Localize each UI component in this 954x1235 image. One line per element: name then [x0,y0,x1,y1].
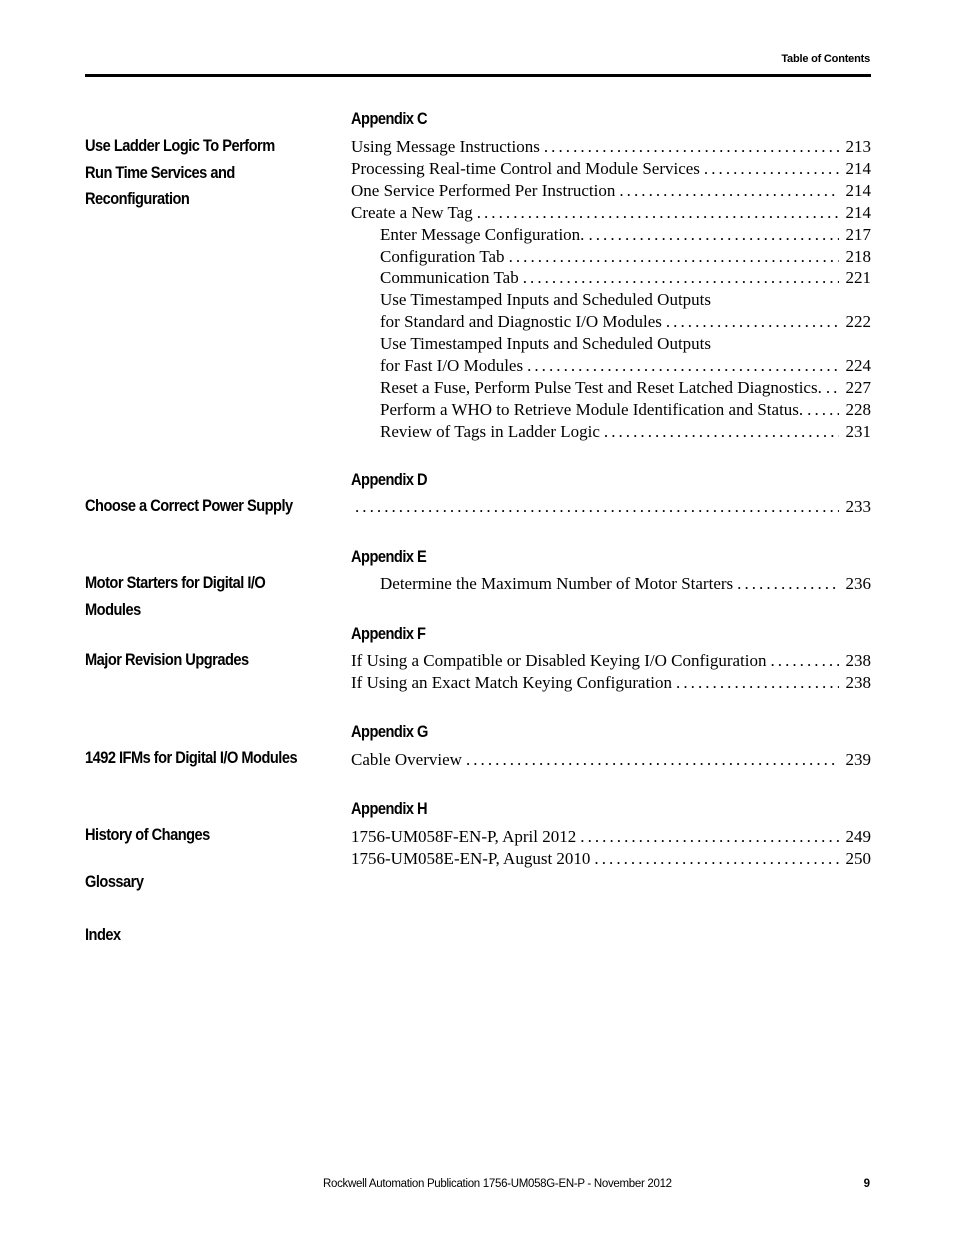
index-label: Index [85,925,121,944]
toc-entry[interactable]: Perform a WHO to Retrieve Module Identification and Status. . . . 228 [351,399,871,421]
appendix-e-title-line: Motor Starters for Digital I/O Modules [85,573,266,619]
appendix-h-title-line: History of Changes [85,825,210,844]
toc-entry[interactable]: Create a New Tag . . . 214 [351,202,871,224]
toc-entry[interactable]: 1756-UM058F-EN-P, April 2012 . . . 249 [351,826,871,848]
appendix-g-entries [351,749,871,771]
appendix-h-entries [351,826,871,870]
toc-entry[interactable]: Enter Message Configuration. . . . 217 [351,224,871,246]
toc-entry[interactable]: 1756-UM058E-EN-P, August 2010 . . . 250 [351,848,871,870]
toc-entry[interactable]: Determine the Maximum Number of Motor Starters . . . 236 [351,573,871,595]
toc-entry[interactable]: Cable Overview . . . 239 [351,749,871,771]
appendix-e-entries [351,573,871,595]
toc-entry[interactable]: Reset a Fuse, Perform Pulse Test and Reset Latched Diagnostics. . . . 227 [351,377,871,399]
appendix-d-title-line: Choose a Correct Power Supply [85,496,293,515]
page-number: 9 [863,1178,870,1190]
toc-entry[interactable]: for Standard and Diagnostic I/O Modules . . . 222 [351,311,871,333]
appendix-f-title [85,647,309,674]
appendix-d-entries [351,496,871,518]
toc-entry[interactable]: Review of Tags in Ladder Logic . . . 231 [351,421,871,443]
appendix-f-entries [351,650,871,694]
appendix-g-title-line: 1492 IFMs for Digital I/O Modules [85,748,298,767]
toc-entry[interactable]: One Service Performed Per Instruction . . . 214 [351,180,871,202]
appendix-g-heading: Appendix G [351,722,428,741]
toc-entry[interactable]: Processing Real-time Control and Module Services . . . 214 [351,158,871,180]
glossary-label: Glossary [85,872,144,891]
toc-entry-first-line: Use Timestamped Inputs and Scheduled Outputs [380,290,712,310]
appendix-h-heading: Appendix H [351,799,428,818]
appendix-e-title [85,570,309,623]
appendix-g-title [85,745,309,772]
toc-entry[interactable]: If Using an Exact Match Keying Configuration . . . 238 [351,672,871,694]
toc-entry-first-line: Use Timestamped Inputs and Scheduled Outputs [380,334,712,354]
appendix-c-title-line: Use Ladder Logic To Perform [85,136,275,155]
index-heading[interactable] [85,922,309,949]
appendix-c-entries [351,136,871,443]
appendix-h-title [85,822,309,849]
appendix-c-title-line: Run Time Services and [85,162,235,182]
appendix-e-heading: Appendix E [351,547,427,566]
appendix-c-title-line: Reconfiguration [85,189,190,208]
publication-info: Rockwell Automation Publication 1756-UM058G-EN-P - November 2012 [323,1178,672,1190]
toc-entry[interactable]: If Using a Compatible or Disabled Keying I/O Configuration . . . 238 [351,650,871,672]
toc-entry[interactable]: for Fast I/O Modules . . . 224 [351,355,871,377]
header-rule [85,74,871,77]
appendix-c-title [85,133,309,213]
glossary-heading[interactable] [85,869,309,896]
appendix-f-heading: Appendix F [351,624,426,643]
toc-entry[interactable]: . . . 233 [351,496,871,518]
appendix-d-title [85,493,309,520]
running-header-title: Table of Contents [781,53,870,65]
toc-entry[interactable]: Configuration Tab . . . 218 [351,246,871,268]
appendix-c-heading: Appendix C [351,109,428,128]
appendix-d-heading: Appendix D [351,470,428,489]
toc-entry[interactable]: Communication Tab . . . 221 [351,267,871,289]
appendix-f-title-line: Major Revision Upgrades [85,650,249,669]
toc-entry[interactable]: Using Message Instructions . . . 213 [351,136,871,158]
